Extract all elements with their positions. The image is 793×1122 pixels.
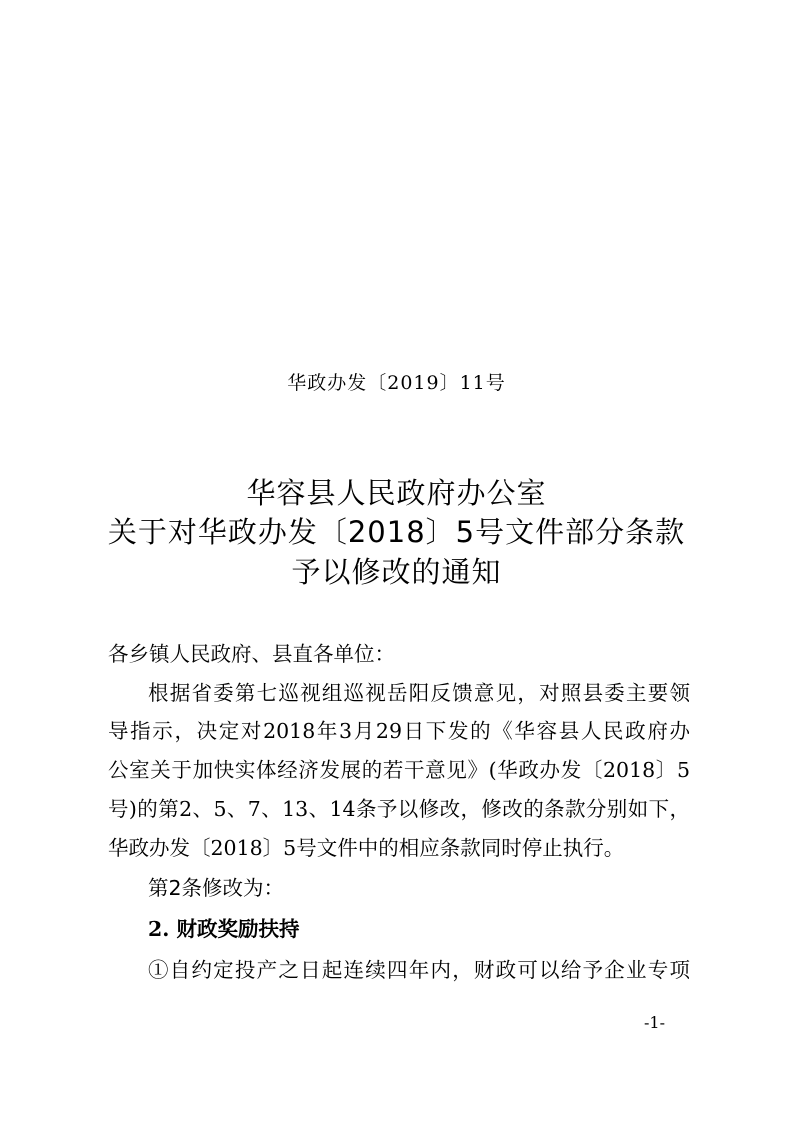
paragraph-line-1 — [148, 679, 728, 707]
paragraph-line-4-text: 号)的第2、5、7、13、14条予以修改，修改的条款分别如下， — [108, 797, 690, 821]
sub-heading: 2. 财政奖励扶持 — [148, 917, 300, 941]
paragraph-line-2 — [108, 717, 688, 745]
page-number: -1- — [644, 1013, 665, 1032]
paragraph-line-1-text: 根据省委第七巡视组巡视岳阳反馈意见，对照县委主要领 — [148, 681, 690, 705]
document-title-line-1: 华容县人民政府办公室 — [246, 476, 547, 510]
section-heading: 第2条修改为： — [148, 876, 285, 900]
paragraph-line-3 — [108, 756, 688, 784]
paragraph-line-5: 华政办发〔2018〕5号文件中的相应条款同时停止执行。 — [108, 836, 625, 860]
salutation: 各乡镇人民政府、县直各单位： — [108, 642, 395, 666]
document-title-line-3: 予以修改的通知 — [291, 555, 502, 589]
item-line — [148, 956, 728, 984]
paragraph-line-3-text: 公室关于加快实体经济发展的若干意见》(华政办发〔2018〕5 — [108, 758, 690, 782]
paragraph-line-2-text: 导指示，决定对2018年3月29日下发的《华容县人民政府办 — [108, 719, 690, 743]
document-number: 华政办发〔2019〕11号 — [287, 372, 506, 394]
item-line-text: ①自约定投产之日起连续四年内，财政可以给予企业专项 — [148, 958, 690, 982]
paragraph-line-4 — [108, 795, 688, 823]
document-title-line-2: 关于对华政办发〔2018〕5号文件部分条款 — [107, 515, 686, 549]
